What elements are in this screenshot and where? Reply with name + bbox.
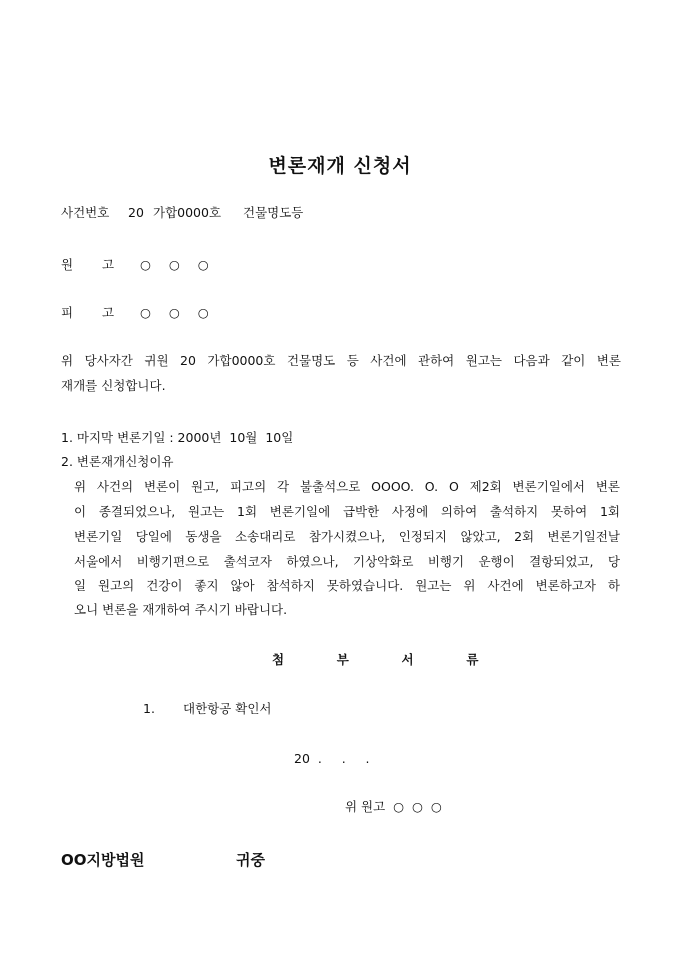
case-name: 건물명도등: [243, 205, 304, 220]
attachment-item: 대한항공 확인서: [183, 701, 272, 716]
defendant-name: ○ ○ ○: [140, 305, 209, 320]
intro-line: 재개를 신청합니다.: [61, 378, 166, 393]
attachment-number: 1.: [143, 701, 155, 716]
case-year: 20: [128, 205, 144, 220]
intro-line: 위 당사자간 귀원 20 가합0000호 건물명도 등 사건에 관하여 원고는 다음과 같이 변론: [61, 353, 621, 368]
reason-line: 변론기일 당일에 동생을 소송대리로 참가시켰으나, 인정되지 않았고, 2회 변론기일전날: [74, 529, 620, 544]
case-number-label: 사건번호: [61, 205, 110, 220]
attachments-heading: 첨 부 서 류: [272, 652, 479, 667]
defendant-label: 피 고: [61, 305, 115, 320]
last-hearing-date-item: 1. 마지막 변론기일 : 2000년 10월 10일: [61, 430, 294, 445]
reason-line: 오니 변론을 재개하여 주시기 바랍니다.: [74, 602, 288, 617]
reason-line: 위 사건의 변론이 원고, 피고의 각 불출석으로 OOOO. O. O 제2회 변론기일에서 변론: [74, 479, 620, 494]
court-name: OO지방법원: [61, 851, 145, 869]
plaintiff-label: 원 고: [61, 257, 115, 272]
court-suffix: 귀중: [236, 851, 265, 869]
reason-line: 일 원고의 건강이 좋지 않아 참석하지 못하였습니다. 원고는 위 사건에 변론하고자 하: [74, 578, 620, 593]
case-number: 가합0000호: [153, 205, 222, 220]
signature-line: 위 원고 ○ ○ ○: [345, 799, 442, 814]
reason-line: 이 종결되었으나, 원고는 1회 변론기일에 급박한 사정에 의하여 출석하지 못하여 1회: [74, 504, 620, 519]
reopen-reason-item: 2. 변론재개신청이유: [61, 454, 174, 469]
reason-line: 서울에서 비행기편으로 출석코자 하였으나, 기상악화로 비행기 운행이 결항되었고, 당: [74, 554, 620, 569]
plaintiff-name: ○ ○ ○: [140, 257, 209, 272]
document-title: 변론재개 신청서: [268, 155, 412, 177]
date-line: 20 . . .: [294, 751, 370, 766]
